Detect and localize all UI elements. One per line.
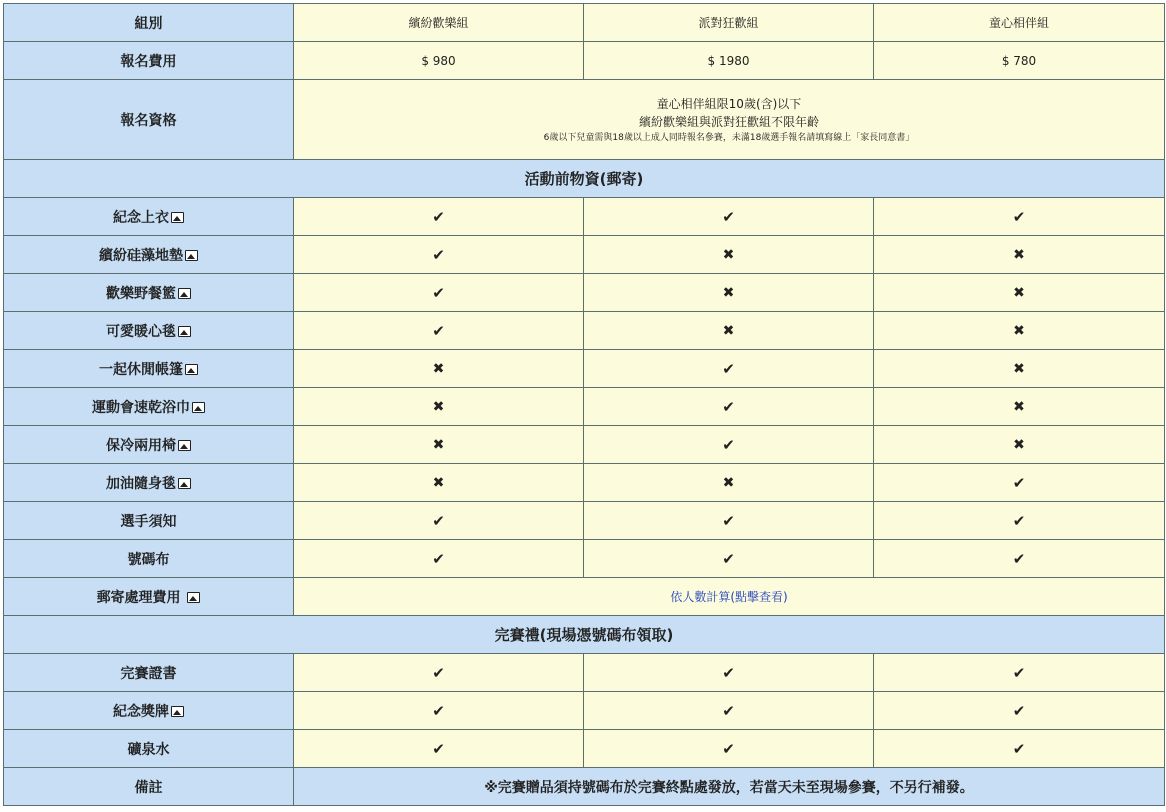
availability-cell (294, 464, 584, 502)
fee-label (4, 42, 294, 80)
pre-event-section-title (4, 160, 1165, 198)
shipping-row (4, 578, 1165, 616)
shipping-fee-cell (294, 578, 1165, 616)
item-label-text: 加油隨身毯 (106, 475, 176, 492)
availability-cell (294, 692, 584, 730)
availability-cell (874, 312, 1165, 350)
cross-icon: ✖ (722, 322, 735, 339)
eligibility-row (4, 80, 1165, 160)
availability-cell (584, 274, 874, 312)
group-name: 童心相伴組 (988, 15, 1049, 30)
cross-icon: ✖ (1013, 246, 1025, 263)
cross-icon: ✖ (1013, 436, 1025, 453)
picture-icon[interactable] (178, 326, 191, 337)
check-icon: ✔ (1012, 473, 1026, 492)
item-row (4, 464, 1165, 502)
availability-cell (874, 198, 1165, 236)
cross-icon: ✖ (722, 474, 735, 491)
shipping-fee-link[interactable]: 依人數計算(點擊查看) (670, 590, 788, 604)
availability-cell (874, 464, 1165, 502)
availability-cell (584, 236, 874, 274)
pre-event-section-title-row (4, 160, 1165, 198)
eligibility-label (4, 80, 294, 160)
check-icon: ✔ (432, 245, 445, 264)
check-icon: ✔ (722, 663, 735, 682)
shipping-fee-label-text: 郵寄處理費用 (96, 589, 181, 606)
item-label (4, 654, 294, 692)
eligibility-line-3: 6歲以下兒童需與18歲以上成人同時報名參賽，未滿18歲選手報名請填寫線上「家長同意書」 (543, 132, 915, 143)
cross-icon: ✖ (1013, 322, 1025, 339)
cross-icon: ✖ (1013, 284, 1025, 301)
group-name-cell (584, 4, 874, 42)
note-label-text: 備註 (134, 779, 163, 796)
check-icon: ✔ (1012, 739, 1026, 758)
fee-value: $ 1980 (707, 53, 750, 68)
item-label-text: 選手須知 (120, 513, 177, 530)
check-icon: ✔ (722, 511, 735, 530)
note-content (294, 768, 1165, 806)
pre-event-section-title-text: 活動前物資(郵寄) (524, 170, 644, 188)
check-icon: ✔ (722, 359, 735, 378)
picture-icon[interactable] (178, 478, 191, 489)
cross-icon: ✖ (1013, 398, 1025, 415)
item-row (4, 312, 1165, 350)
item-label (4, 730, 294, 768)
group-header-label (4, 4, 294, 42)
availability-cell (584, 540, 874, 578)
availability-cell (294, 730, 584, 768)
item-row (4, 274, 1165, 312)
registration-comparison-table (3, 3, 1165, 806)
cross-icon: ✖ (722, 284, 735, 301)
item-label-text: 歡樂野餐籃 (106, 285, 176, 302)
fee-value-cell (294, 42, 584, 80)
availability-cell (294, 388, 584, 426)
picture-icon[interactable] (185, 364, 198, 375)
finish-gift-section-title-row (4, 616, 1165, 654)
eligibility-line-2: 繽紛歡樂組與派對狂歡組不限年齡 (638, 114, 819, 129)
availability-cell (874, 654, 1165, 692)
item-label (4, 464, 294, 502)
check-icon: ✔ (722, 435, 735, 454)
check-icon: ✔ (432, 511, 445, 530)
picture-icon[interactable] (185, 250, 198, 261)
picture-icon[interactable] (187, 592, 200, 603)
finish-gift-section-title (4, 616, 1165, 654)
check-icon: ✔ (722, 397, 735, 416)
picture-icon[interactable] (171, 706, 184, 717)
availability-cell (294, 502, 584, 540)
availability-cell (584, 350, 874, 388)
item-label (4, 692, 294, 730)
item-row (4, 502, 1165, 540)
item-label (4, 350, 294, 388)
note-row (4, 768, 1165, 806)
check-icon: ✔ (722, 701, 735, 720)
item-label (4, 540, 294, 578)
availability-cell (294, 312, 584, 350)
availability-cell (874, 730, 1165, 768)
item-row (4, 350, 1165, 388)
shipping-fee-label (4, 578, 294, 616)
eligibility-label-text: 報名資格 (120, 112, 177, 129)
check-icon: ✔ (432, 739, 445, 758)
item-label (4, 274, 294, 312)
group-name-cell (294, 4, 584, 42)
availability-cell (294, 654, 584, 692)
item-label-text: 礦泉水 (127, 741, 170, 758)
item-label-text: 運動會速乾浴巾 (92, 399, 190, 416)
check-icon: ✔ (432, 321, 445, 340)
check-icon: ✔ (1012, 701, 1026, 720)
item-label (4, 388, 294, 426)
picture-icon[interactable] (192, 402, 205, 413)
item-label-text: 號碼布 (127, 551, 170, 568)
group-name: 繽紛歡樂組 (408, 15, 469, 30)
fee-value: $ 980 (421, 53, 456, 68)
availability-cell (294, 426, 584, 464)
check-icon: ✔ (722, 739, 735, 758)
check-icon: ✔ (1012, 511, 1026, 530)
item-row (4, 540, 1165, 578)
availability-cell (584, 312, 874, 350)
availability-cell (874, 388, 1165, 426)
availability-cell (584, 426, 874, 464)
group-header-text: 組別 (134, 15, 163, 32)
picture-icon[interactable] (178, 440, 191, 451)
item-label-text: 紀念獎牌 (113, 703, 169, 720)
cross-icon: ✖ (722, 246, 735, 263)
availability-cell (584, 692, 874, 730)
eligibility-line-1: 童心相伴組限10歲(含)以下 (656, 96, 802, 111)
item-label-text: 繽紛硅藻地墊 (99, 247, 183, 264)
cross-icon: ✖ (1013, 360, 1025, 377)
cross-icon: ✖ (432, 474, 445, 491)
note-label (4, 768, 294, 806)
item-row (4, 388, 1165, 426)
group-name-cell (874, 4, 1165, 42)
item-row (4, 198, 1165, 236)
availability-cell (874, 350, 1165, 388)
availability-cell (584, 730, 874, 768)
group-name: 派對狂歡組 (698, 15, 759, 30)
item-label-text: 保冷兩用椅 (106, 437, 176, 454)
check-icon: ✔ (432, 549, 445, 568)
check-icon: ✔ (1012, 207, 1026, 226)
picture-icon[interactable] (178, 288, 191, 299)
item-label-text: 完賽證書 (120, 665, 177, 682)
availability-cell (584, 502, 874, 540)
check-icon: ✔ (432, 663, 445, 682)
availability-cell (294, 236, 584, 274)
item-row (4, 692, 1165, 730)
fee-value-cell (584, 42, 874, 80)
availability-cell (874, 502, 1165, 540)
availability-cell (294, 540, 584, 578)
availability-cell (294, 198, 584, 236)
eligibility-content (294, 80, 1165, 160)
header-row (4, 4, 1165, 42)
availability-cell (584, 198, 874, 236)
cross-icon: ✖ (432, 398, 445, 415)
picture-icon[interactable] (171, 212, 184, 223)
check-icon: ✔ (722, 549, 735, 568)
availability-cell (874, 236, 1165, 274)
availability-cell (874, 274, 1165, 312)
check-icon: ✔ (432, 283, 445, 302)
item-label (4, 312, 294, 350)
item-row (4, 236, 1165, 274)
item-label-text: 可愛暖心毯 (106, 323, 176, 340)
cross-icon: ✖ (432, 436, 445, 453)
check-icon: ✔ (1012, 663, 1026, 682)
item-label-text: 一起休閒帳篷 (99, 361, 183, 378)
check-icon: ✔ (432, 207, 445, 226)
item-label (4, 236, 294, 274)
availability-cell (874, 540, 1165, 578)
fee-row (4, 42, 1165, 80)
check-icon: ✔ (432, 701, 445, 720)
fee-label-text: 報名費用 (120, 53, 177, 70)
availability-cell (584, 388, 874, 426)
check-icon: ✔ (1012, 549, 1026, 568)
finish-gift-section-title-text: 完賽禮(現場憑號碼布領取) (494, 626, 674, 644)
availability-cell (294, 350, 584, 388)
item-label (4, 502, 294, 540)
item-label (4, 198, 294, 236)
availability-cell (874, 692, 1165, 730)
note-text: ※完賽贈品須持號碼布於完賽終點處發放，若當天未至現場參賽，不另行補發。 (484, 779, 974, 796)
availability-cell (874, 426, 1165, 464)
item-label-text: 紀念上衣 (113, 209, 169, 226)
item-row (4, 654, 1165, 692)
availability-cell (584, 654, 874, 692)
availability-cell (584, 464, 874, 502)
fee-value-cell (874, 42, 1165, 80)
availability-cell (294, 274, 584, 312)
cross-icon: ✖ (432, 360, 445, 377)
item-row (4, 730, 1165, 768)
item-label (4, 426, 294, 464)
item-row (4, 426, 1165, 464)
fee-value: $ 780 (1001, 53, 1037, 68)
check-icon: ✔ (722, 207, 735, 226)
